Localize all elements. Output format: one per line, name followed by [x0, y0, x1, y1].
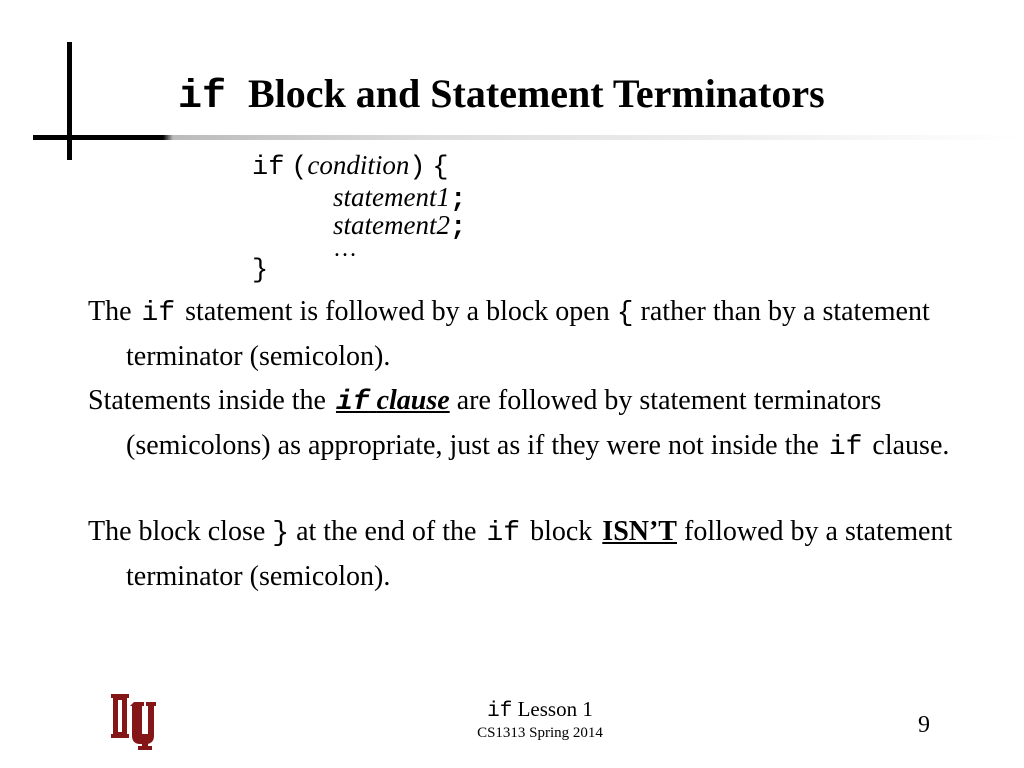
inline-code-brace: }: [272, 518, 290, 549]
title-text: Block and Statement Terminators: [248, 71, 825, 116]
code-open-paren: (: [291, 153, 308, 183]
footer-center: [440, 697, 640, 742]
inline-code-brace: {: [616, 298, 634, 329]
ou-logo-icon: [108, 688, 158, 752]
code-condition: condition: [307, 150, 410, 180]
code-statement2: statement2: [333, 210, 450, 240]
footer-course: CS1313 Spring 2014: [477, 725, 603, 741]
bullet-1: The if statement is followed by a block open { rather than by a statement terminator (semicolon).: [88, 296, 930, 372]
slide-title: [178, 70, 825, 120]
footer-lesson: Lesson 1: [517, 697, 593, 721]
code-statement1: statement1: [333, 182, 450, 212]
title-horizontal-rule: [33, 135, 1023, 140]
page-number: 9: [918, 712, 930, 738]
code-line-1: [252, 152, 449, 182]
inline-code-if: if: [141, 298, 176, 329]
isnt-emphasis: ISN’T: [602, 516, 677, 547]
code-semicolon: ;: [449, 213, 467, 243]
code-line-5: [252, 255, 268, 285]
footer-if-keyword: if: [487, 700, 513, 723]
code-close-paren: ): [409, 153, 426, 183]
code-if-keyword: if: [252, 153, 285, 183]
code-open-brace: {: [432, 153, 449, 183]
inline-code-if: if: [486, 518, 521, 549]
code-semicolon: ;: [449, 185, 467, 215]
code-close-brace: }: [252, 256, 269, 286]
if-clause-emphasis: if clause: [335, 385, 450, 418]
title-vertical-rule: [67, 42, 72, 160]
title-keyword: if: [178, 75, 227, 120]
code-ellipsis: …: [333, 236, 357, 262]
code-line-4: [333, 237, 357, 261]
bullet-2: Statements inside the if clause are followed by statement terminators (semicolons) as appropriate, just as if they were not inside the if clause.: [88, 385, 950, 463]
bullet-3: The block close } at the end of the if block ISN’T followed by a statement terminator (semicolon).: [88, 516, 953, 592]
inline-code-if: if: [828, 432, 863, 463]
